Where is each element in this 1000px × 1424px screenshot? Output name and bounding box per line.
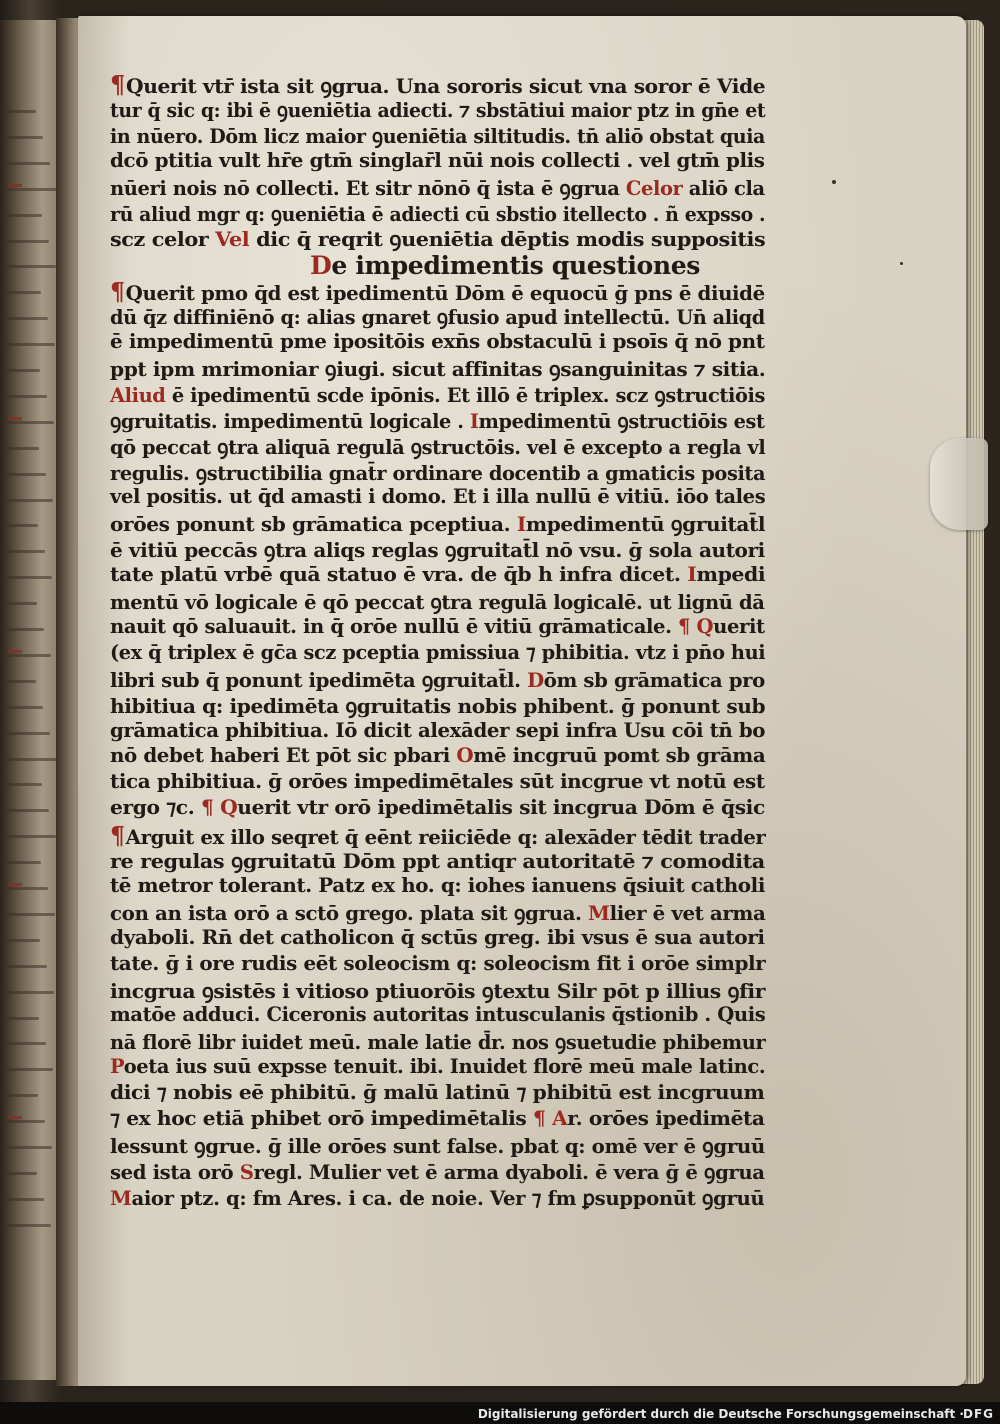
- facing-page-line: [6, 214, 42, 217]
- facing-page-line: [6, 861, 41, 864]
- rubricated-initial: I: [469, 408, 479, 433]
- line-text: ē impedimentū pme ipositōis exn̄s obstaculū i psoīs q̄ nō pnt: [110, 329, 765, 353]
- text-line: [110, 847, 765, 874]
- rubricated-initial: D: [310, 251, 332, 281]
- rubric-mark: ¶: [110, 821, 125, 851]
- text-line: [110, 743, 765, 767]
- line-text-continued: ex illo seqret q̄ eēnt reiiciēde q: alexāder tēdit trader: [193, 825, 766, 850]
- facing-page-line: [6, 1068, 53, 1071]
- line-text: nō debet haberi Et pōt sic pbari: [110, 743, 457, 768]
- text-line: [110, 769, 765, 793]
- facing-page-line: [6, 550, 45, 553]
- line-text-continued: ōm sb grāmatica pro: [543, 667, 765, 692]
- facing-page-line: [6, 395, 47, 398]
- facing-page-line: [6, 680, 36, 683]
- facing-page-line: [6, 1042, 46, 1045]
- line-text-continued: e impedimentis questiones: [331, 251, 701, 281]
- text-line: [110, 174, 765, 201]
- line-text: ergo ⁊c.: [110, 795, 201, 820]
- facing-page-edge: [0, 20, 60, 1380]
- text-line: [110, 407, 764, 434]
- line-text: sed ista orō: [110, 1159, 240, 1184]
- line-text: tica phibitiua. ḡ orōes impedimētales sūt incgrue vt notū est: [110, 769, 765, 794]
- facing-page-line: [6, 654, 51, 657]
- facing-page-rubric: [8, 184, 22, 187]
- line-text: tur q̄ sic q: ibi ē ꝯueniētia adiecti. ⁊ sbstātiui maior ptz in gn̄e et: [110, 97, 766, 122]
- line-text: orōes ponunt sb grāmatica pceptiua.: [110, 512, 517, 537]
- facing-page-line: [6, 499, 53, 502]
- facing-page-line: [6, 1120, 45, 1123]
- line-text: vel positis. ut q̄d amasti i domo. Et i illa nullū ē vitiū. iōo tales: [110, 484, 766, 509]
- text-line: [110, 1106, 765, 1130]
- line-text: regulis. ꝯstructibilia gnat̄r ordinare docentib a gmaticis posita: [110, 460, 766, 485]
- facing-page-rubric: [8, 1116, 22, 1119]
- facing-page-line: [6, 706, 43, 709]
- facing-page-line: [6, 913, 55, 916]
- line-text-continued: uerit: [713, 613, 765, 638]
- line-text: matōe adduci. Ciceronis autoritas intusculanis q̄stionib . Quis: [110, 1002, 766, 1027]
- text-line: [110, 277, 765, 306]
- text-line: [110, 640, 765, 664]
- facing-page-line: [6, 240, 49, 243]
- facing-page-line: [6, 1224, 51, 1227]
- line-text: Arguit: [125, 825, 194, 850]
- rubric-mark: ¶: [110, 277, 125, 307]
- text-line: [110, 536, 765, 563]
- line-text: scz celor: [110, 227, 216, 252]
- line-text: dyaboli. Rn̄ det catholicon q̄ sctūs greg. ibi vsus ē sua autori: [110, 924, 765, 949]
- line-text-continued: mē incgruū pomt sb grāma: [473, 743, 766, 768]
- rubricated-initial: O: [456, 743, 474, 768]
- facing-page-line: [6, 991, 54, 994]
- line-text: dū q̄z diffiniēnō q: alias gnaret ꝯfusio apud intellectū. Un̄ aliqd: [110, 305, 765, 330]
- line-text-continued: dic q̄ reqrit ꝯueniētia dēptis modis suppositis: [249, 227, 766, 252]
- facing-page-line: [6, 110, 36, 113]
- text-line: [110, 225, 765, 252]
- line-text: mentū vō logicale ē qō peccat ꝯtra regulā logicalē. ut lignū dā: [110, 590, 765, 614]
- text-line: [110, 951, 765, 975]
- text-line: [110, 692, 765, 719]
- rubricated-initial: Aliud: [110, 382, 166, 407]
- facing-page-line: [6, 732, 50, 735]
- line-text-continued: r. orōes ipedimēta: [567, 1106, 765, 1130]
- facing-page-line: [6, 343, 55, 346]
- facing-page-rubric: [8, 650, 22, 653]
- facing-page-line: [6, 1198, 44, 1201]
- text-line: [110, 122, 765, 149]
- text-line: [110, 381, 765, 408]
- facing-page-line: [6, 809, 49, 812]
- line-text: nā florē libr iuidet meū. male latie d̄r. nos ꝯsuetudie phibemur: [110, 1030, 766, 1055]
- text-line: [110, 1028, 765, 1055]
- footer-bar: [0, 1402, 1000, 1424]
- facing-page-line: [6, 887, 48, 890]
- text-line: [110, 718, 765, 742]
- text-line: [110, 433, 765, 460]
- text-line: [110, 329, 765, 353]
- text-line: [110, 1184, 764, 1211]
- text-line: [110, 70, 765, 99]
- text-line: [110, 1080, 764, 1104]
- line-text-continued: mpedimentū ꝯstructiōis est: [478, 408, 765, 433]
- text-line: [110, 303, 765, 330]
- text-line: [110, 148, 765, 172]
- rubricated-initial: I: [687, 562, 697, 587]
- facing-page-line: [6, 1146, 52, 1149]
- line-text: qō peccat ꝯtra aliquā regulā ꝯstructōis. vel ē excepto a regla vl: [110, 434, 766, 459]
- line-text-continued: mpedi: [696, 562, 766, 587]
- rubricated-initial: M: [110, 1185, 132, 1210]
- line-text: tate. ḡ i ore rudis eēt soleocism q: soleocism fit i orōe simplr: [110, 950, 766, 975]
- line-text: incgrua ꝯsistēs i vitioso ptiuorōis ꝯtextu Silr pōt p illius ꝯfir: [110, 978, 766, 1003]
- line-text-continued: t vtr̄ ista sit ꝯgrua. Una sororis sicut vna soror ē Vide: [187, 74, 766, 98]
- line-text: con an ista orō a sctō grego. plata sit ꝯgrua.: [110, 900, 589, 925]
- line-text-continued: aliō cla: [682, 175, 765, 200]
- facing-page-line: [6, 188, 57, 191]
- line-text: tē metror tolerant. Patz ex ho. q: iohes ianuens q̄siuit catholi: [110, 872, 765, 897]
- facing-page-line: [6, 758, 57, 761]
- rubric-mark: ¶: [110, 70, 126, 99]
- facing-page-line: [6, 628, 44, 631]
- rubricated-initial: M: [588, 900, 610, 925]
- funding-credit: Digitalisierung gefördert durch die Deutsche Forschungsgemeinschaft ·: [477, 1407, 964, 1421]
- rubricated-initial: ¶ Q: [200, 795, 238, 820]
- line-text: ꝯgruitatis. impedimentū logicale .: [110, 408, 470, 433]
- facing-page-line: [6, 602, 37, 605]
- rubricated-initial: ¶ Q: [677, 613, 714, 638]
- facing-page-line: [6, 783, 42, 786]
- line-text: nūeri nois nō collecti. Et sitr nōnō q̄ ista ē ꝯgrua: [110, 175, 626, 200]
- text-line: [110, 795, 765, 819]
- facing-page-rubric: [8, 883, 22, 886]
- text-line: [110, 614, 765, 638]
- rubricated-initial: Vel: [215, 227, 250, 252]
- dfg-logo: DFG: [962, 1407, 994, 1421]
- text-line: [110, 459, 765, 486]
- line-text: in nūero. Dōm licz maior ꝯueniētia siltitudis. tn̄ aliō obstat quia: [110, 123, 766, 148]
- facing-page-line: [6, 265, 56, 268]
- rubricated-initial: P: [110, 1054, 124, 1079]
- text-line: [110, 1158, 765, 1185]
- text-line: [110, 484, 765, 508]
- text-line: [110, 588, 764, 615]
- text-line: [110, 1132, 765, 1159]
- line-text: ⁊ ex hoc etiā phibet orō impedimētalis: [110, 1106, 533, 1130]
- facing-page-line: [6, 421, 54, 424]
- line-text: tate platū vrbē quā statuo ē vra. de q̄b h infra dicet.: [110, 562, 688, 587]
- facing-page-line: [6, 524, 38, 527]
- text-line: [110, 510, 765, 537]
- line-text-continued: t pmo q̄d est ipedimentū Dōm ē equocū ḡ pns ē diuidē: [185, 281, 765, 306]
- line-text: Queri: [125, 281, 186, 306]
- facing-page-line: [6, 369, 40, 372]
- line-text: nauit qō saluauit. in q̄ orōe nullū ē vitiū grāmaticale.: [110, 613, 678, 638]
- text-line: [110, 873, 765, 897]
- line-text-continued: aior ptz. q: fm Ares. i ca. de noie. Ver ⁊ fm ꝑsupponūt ꝯgruū: [131, 1185, 765, 1210]
- rubricated-initial: D: [527, 667, 544, 692]
- facing-page-line: [6, 835, 56, 838]
- line-text: ppt ipm mrimoniar ꝯiugi. sicut affinitas ꝯsanguinitas ⁊ sitia.: [110, 356, 766, 381]
- text-line: [110, 1002, 765, 1026]
- facing-page-line: [6, 965, 47, 968]
- facing-page-line: [6, 1172, 37, 1175]
- text-line: [110, 925, 765, 949]
- text-line: [110, 355, 765, 382]
- facing-page-line: [6, 447, 39, 450]
- line-text: dcō ptitia vult hr̄e gtm̄ singlar̄l nūi nois collecti . vel gtm̄ plis: [110, 147, 765, 172]
- line-text-continued: oeta ius suū expsse tenuit. ibi. Inuidet florē meū male latinc.: [123, 1054, 766, 1079]
- speck: [900, 262, 903, 265]
- rubricated-initial: S: [239, 1159, 254, 1184]
- line-text-continued: uerit vtr orō ipedimētalis sit incgrua Dōm ē q̄sic: [237, 795, 765, 820]
- facing-page-rubric: [8, 417, 22, 420]
- text-line: [110, 899, 765, 926]
- line-text-continued: regl. Mulier vet ē arma dyaboli. ē vera ḡ ē ꝯgrua: [253, 1159, 765, 1184]
- facing-page-line: [6, 291, 41, 294]
- line-text-continued: ē ipedimentū scde ipōnis. Et illō ē triplex. scz ꝯstructiōis: [165, 382, 766, 407]
- section-heading: [310, 251, 700, 280]
- text-line: [110, 96, 765, 123]
- facing-page-line: [6, 1094, 38, 1097]
- line-text: Queri: [126, 74, 188, 98]
- text-line: [110, 977, 765, 1004]
- text-line: [110, 666, 765, 693]
- text-line: [110, 821, 765, 850]
- text-line: [110, 1054, 765, 1078]
- line-text: lessunt ꝯgrue. ḡ ille orōes sunt false. pbat q: omē ver ē ꝯgruū: [110, 1133, 765, 1158]
- line-text: rū aliud mgr q: ꝯueniētia ē adiecti cū sbstio itellecto . ñ expsso .: [110, 201, 766, 226]
- facing-page-line: [6, 1017, 39, 1020]
- rubricated-initial: ¶ A: [532, 1106, 568, 1130]
- facing-page-line: [6, 576, 52, 579]
- facing-page-line: [6, 162, 50, 165]
- line-text: (ex q̄ triplex ē gc̄a scz pceptia pmissiua ⁊ phibitia. vtz i pn̄o hui: [110, 639, 766, 664]
- facing-page-line: [6, 136, 43, 139]
- line-text: ē vitiū peccās ꝯtra aliqs reglas ꝯgruitat̄l nō vsu. ḡ sola autori: [110, 538, 765, 563]
- speck: [832, 180, 836, 184]
- facing-page-line: [6, 473, 46, 476]
- rubricated-initial: Celor: [625, 175, 683, 200]
- page-clip: [930, 438, 988, 530]
- line-text: re regulas ꝯgruitatū Dōm ppt antiqr autoritatē ⁊ comodita: [110, 849, 765, 873]
- facing-page-line: [6, 317, 48, 320]
- facing-page-line: [6, 939, 40, 942]
- line-text-continued: mpedimentū ꝯgruitat̄l: [525, 512, 766, 537]
- text-line: [110, 200, 765, 227]
- rubricated-initial: I: [516, 512, 526, 537]
- text-line: [110, 562, 765, 586]
- line-text: dici ⁊ nobis eē phibitū. ḡ malū latinū ⁊ phibitū est incgruum: [110, 1080, 765, 1105]
- line-text: libri sub q̄ ponunt ipedimēta ꝯgruitat̄l.: [110, 667, 528, 692]
- line-text-continued: lier ē vet arma: [609, 900, 766, 925]
- line-text: hibitiua q: ipedimēta ꝯgruitatis nobis phibent. ḡ ponunt sub: [110, 693, 766, 718]
- line-text: grāmatica phibitiua. Iō dicit alexāder sepi infra Usu cōi tn̄ bo: [110, 717, 766, 742]
